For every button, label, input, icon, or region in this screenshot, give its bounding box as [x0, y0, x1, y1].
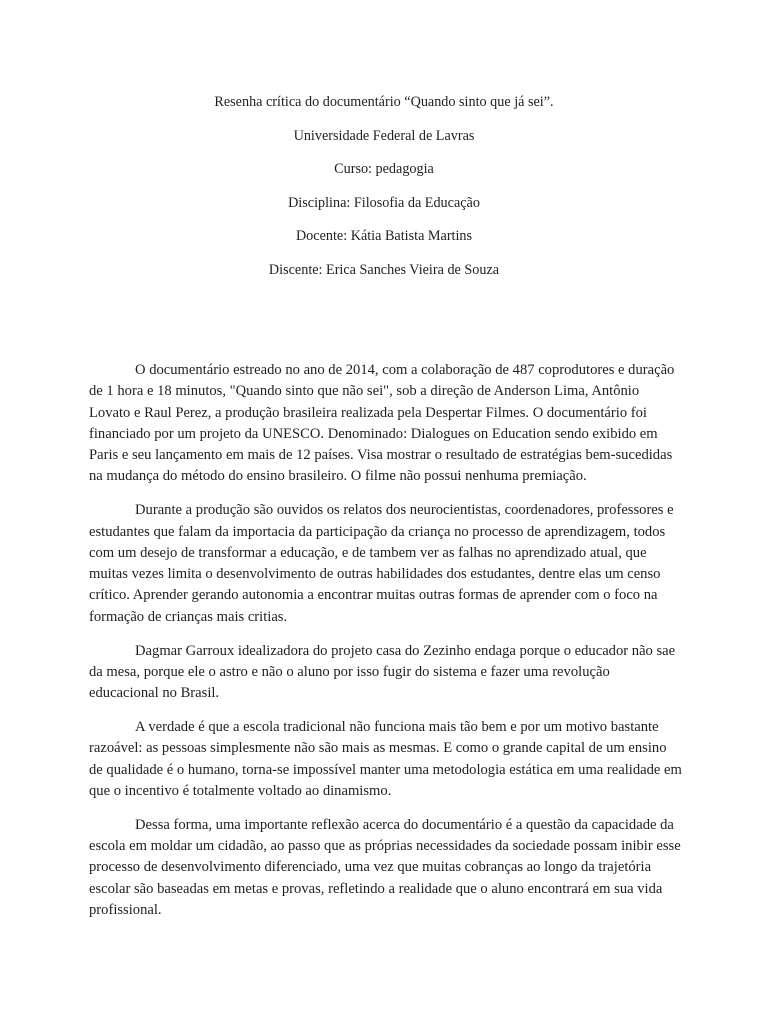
teacher-line: Docente: Kátia Batista Martins	[295, 228, 473, 245]
document-title: Resenha crítica do documentário “Quando sinto que já sei”.	[214, 94, 554, 110]
university-line: Universidade Federal de Lavras	[293, 127, 475, 144]
student-line: Discente: Erica Sanches Vieira de Souza	[268, 261, 500, 278]
discipline-line: Disciplina: Filosofia da Educação	[288, 194, 480, 211]
document-body	[89, 360, 682, 934]
paragraph-5: Dessa forma, uma importante reflexão acerca do documentário é a questão da capacidade da escola em moldar um cidadão, ao passo que as próprias necessidades da sociedade possam inibir esse processo de desenvolvimento diferenciado, uma vez que muitas cobranças ao longo da trajetória escolar são baseadas em metas e provas, refletindo a realidade que o aluno encontrará em sua vida profissional.	[89, 816, 681, 918]
course-line: Curso: pedagogia	[334, 161, 434, 178]
paragraph-1: O documentário estreado no ano de 2014, com a colaboração de 487 coprodutores e duração de 1 hora e 18 minutos, "Quando sinto que não sei", sob a direção de Anderson Lima, Antônio Lovato e Raul Perez, a produção brasileira realizada pela Despertar Filmes. O documentário foi financiado por um projeto da UNESCO. Denominado: Dialogues on Education sendo exibido em Paris e seu lançamento em mais de 12 países. Visa mostrar o resultado de estratégias bem-sucedidas na mudança do método do ensino brasileiro. O filme não possui nenhuma premiação.	[89, 362, 675, 485]
paragraph-3: Dagmar Garroux idealizadora do projeto casa do Zezinho endaga porque o educador não sae da mesa, porque ele o astro e não o aluno por isso fugir do sistema e fazer uma revolução educacional no Brasil.	[89, 642, 676, 702]
paragraph-2: Durante a produção são ouvidos os relatos dos neurocientistas, coordenadores, professores e estudantes que falam da importacia da participação da criança no processo de aprendizagem, todos com um desejo de transformar a educação, e de tambem ver as falhas no aprendizado atual, que muitas vezes limita o desenvolvimento de outras habilidades dos estudantes, dentre elas um censo crítico. Aprender gerando autonomia a encontrar muitas outras formas de aprender com o foco na formação de crianças mais critias.	[89, 502, 674, 625]
paragraph-4: A verdade é que a escola tradicional não funciona mais tão bem e por um motivo bastante razoável: as pessoas simplesmente não são mais as mesmas. E como o grande capital de um ensino de qualidade é o humano, torna-se impossível manter uma metodologia estática em uma realidade em que o incentivo é totalmente voltado ao dinamismo.	[89, 718, 682, 799]
document-header	[0, 92, 768, 294]
